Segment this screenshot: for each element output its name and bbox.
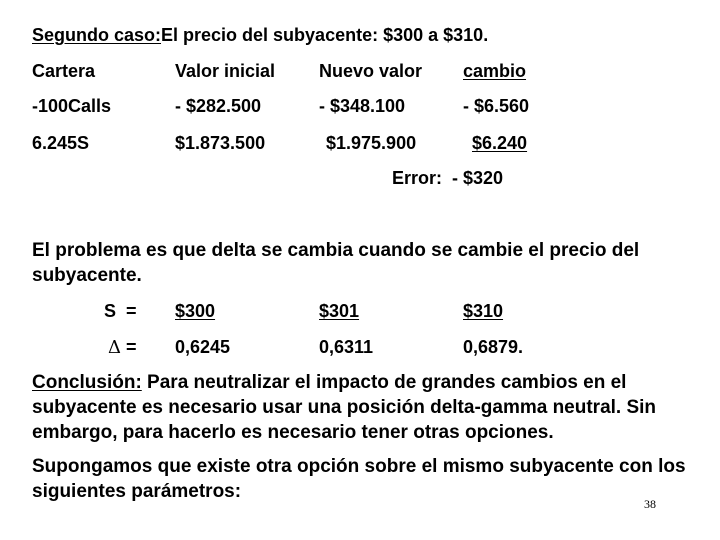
delta-symbol: Δ (108, 337, 121, 358)
problem-text: El problema es que delta se cambia cuando se cambie el precio del subyacente. (32, 240, 640, 286)
table1-row2-valor-inicial: $1.873.500 (175, 133, 266, 153)
table1-header-nuevo-valor: Nuevo valor (319, 61, 423, 81)
heading-label: Segundo caso: (32, 25, 162, 45)
table1-header-valor-inicial: Valor inicial (175, 61, 276, 81)
delta-label-row (108, 336, 137, 359)
table1-row2-cartera: 6.245S (32, 133, 90, 153)
conclusion-label: Conclusión: (32, 372, 142, 393)
conclusion-paragraph (32, 370, 692, 445)
delta-value-3: 0,6879. (463, 337, 524, 357)
error-label: Error: (392, 168, 443, 188)
table1-row2-cambio: $6.240 (472, 133, 528, 153)
error-value: - $320 (452, 168, 504, 188)
error-line (392, 167, 503, 189)
delta-value-1: 0,6245 (175, 337, 231, 357)
table1-header-cambio: cambio (463, 61, 527, 81)
closing-text: Supongamos que existe otra opción sobre el mismo subyacente con los siguientes parámetros: (32, 456, 686, 502)
s-label: S (104, 301, 117, 321)
table1-header-cartera: Cartera (32, 61, 96, 81)
heading-text: El precio del subyacente: $300 a $310. (161, 25, 489, 45)
table1-row1-cartera: -100Calls (32, 96, 112, 116)
table1-row1-valor-inicial: - $282.500 (175, 96, 262, 116)
conclusion-text: Para neutralizar el impacto de grandes cambios en el subyacente es necesario usar una posición delta-gamma neutral. Sin embargo, para hacerlo es necesario tener otras opciones. (32, 372, 657, 443)
s-value-1: $300 (175, 301, 216, 321)
page-heading (32, 24, 488, 46)
s-value-3: $310 (463, 301, 504, 321)
table1-row1-nuevo-valor: - $348.100 (319, 96, 406, 116)
table1-row1-cambio: - $6.560 (463, 96, 530, 116)
table1-row2-nuevo-valor: $1.975.900 (326, 133, 417, 153)
delta-value-2: 0,6311 (319, 337, 374, 357)
s-equals: = (126, 301, 137, 321)
s-label-row (104, 300, 137, 322)
s-value-2: $301 (319, 301, 360, 321)
delta-equals: = (126, 337, 137, 357)
page-number: 38 (644, 497, 656, 511)
